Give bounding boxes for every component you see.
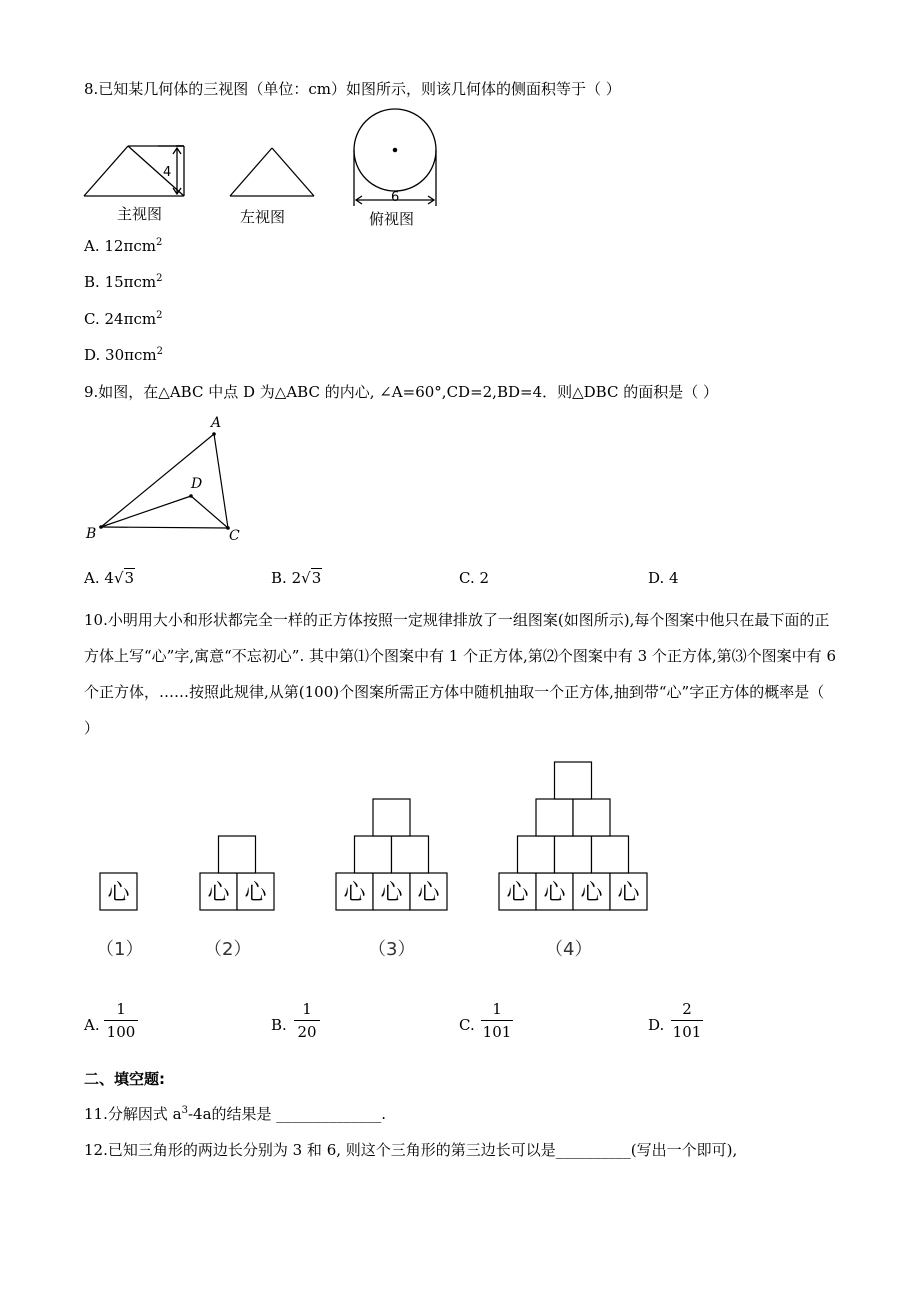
cube-heart-char: 心 [543, 880, 566, 906]
cube-heart-char: 心 [244, 880, 267, 906]
top-view-label: 俯视图 [369, 210, 415, 228]
sqrt-symbol: √3 [113, 569, 135, 587]
point-b-label: B [86, 526, 97, 542]
cube [392, 836, 429, 873]
front-view-label: 主视图 [117, 205, 163, 223]
q10-option-b-fraction: 1 20 [294, 1000, 320, 1041]
pattern-label-1: （1） [96, 939, 144, 960]
q9-option-c: C. 2 [459, 569, 490, 587]
cube [592, 836, 629, 873]
pattern-label-2: （2） [204, 939, 252, 960]
q10-option-d-fraction: 2 101 [672, 1000, 702, 1041]
cube-heart-char: 心 [506, 880, 529, 906]
dim-height-label: 4 [163, 165, 172, 180]
q9-stem: 9.如图，在△ABC 中点 D 为△ABC 的内心, ∠A=60°,CD=2,BD=4．则△DBC 的面积是（ ） [84, 383, 718, 401]
q10-option-b-letter: B. [271, 1016, 287, 1034]
cube-heart-char: 心 [207, 880, 230, 906]
q8-option-d: D. 30πcm$^2$ [84, 346, 163, 364]
q10-stem: 10.小明用大小和形状都完全一样的正方体按照一定规律排放了一组图案(如图所示),每个图案中他只在最下面的正方体上写“心”字,寓意“不忘初心”. 其中第⑴个图案中有 1 个正方体,第⑵个图案中有 3 个正方体,第⑶个图案中有 6 个正方体，……按照此规律,从第(100)个图案所需正方体中随机抽取一个正方体,抽到带“心”字正方体的概率是（ ） [84, 611, 836, 737]
q10-option-a-fraction: 1 100 [104, 1000, 138, 1041]
q11-text: 11.分解因式 $a^3-4a$的结果是 ______________. [84, 1105, 387, 1123]
q10-option-c-letter: C. [459, 1016, 475, 1034]
cube [536, 799, 573, 836]
cube [355, 836, 392, 873]
q8-option-c: C. 24πcm$^2$ [84, 310, 163, 328]
q9-option-b: B. 2√3 [271, 569, 322, 587]
q8-option-b: B. 15πcm$^2$ [84, 273, 163, 291]
cube [573, 799, 610, 836]
cube [373, 799, 410, 836]
q10-option-d-letter: D. [648, 1016, 665, 1034]
cube [518, 836, 555, 873]
left-view [230, 148, 314, 196]
cube-heart-char: 心 [617, 880, 640, 906]
cube-heart-char: 心 [417, 880, 440, 906]
sqrt-symbol: √3 [301, 569, 322, 587]
cube-heart-char: 心 [580, 880, 603, 906]
cube [219, 836, 256, 873]
cube [555, 836, 592, 873]
q9-option-a: A. 4√3 [84, 569, 135, 587]
q9-option-d: D. 4 [648, 569, 679, 587]
pattern-label-4: （4） [545, 939, 593, 960]
q10-option-c-fraction: 1 101 [482, 1000, 512, 1041]
point-d-label: D [191, 476, 203, 492]
q12-text: 12.已知三角形的两边长分别为 3 和 6, 则这个三角形的第三边长可以是__________(写出一个即可), [84, 1141, 738, 1159]
q8-option-a: A. 12πcm$^2$ [84, 237, 163, 255]
q10-cube-patterns [0, 755, 920, 920]
left-view-label: 左视图 [240, 208, 286, 226]
section-title: 二、填空题: [84, 1070, 165, 1088]
point-c-label: C [229, 528, 240, 544]
cube-heart-char: 心 [343, 880, 366, 906]
q10-option-a-letter: A. [84, 1016, 100, 1034]
q8-stem: 8.已知某几何体的三视图（单位：cm）如图所示，则该几何体的侧面积等于（ ） [84, 80, 621, 98]
point-a-label: A [211, 415, 222, 431]
cube-heart-char: 心 [107, 880, 130, 906]
cube [555, 762, 592, 799]
cube-heart-char: 心 [380, 880, 403, 906]
dim-width-label: 6 [391, 190, 400, 205]
pattern-label-3: （3） [368, 939, 416, 960]
